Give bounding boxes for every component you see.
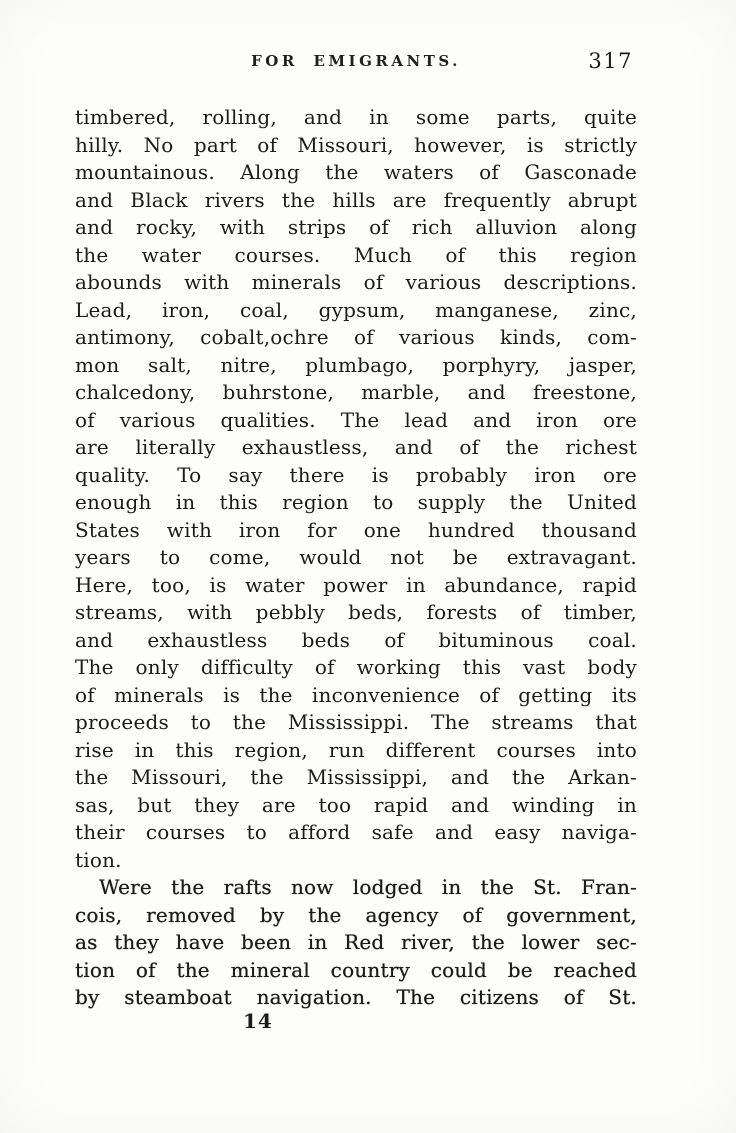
text-line: the water courses. Much of this region <box>75 242 637 267</box>
text-line: proceeds to the Mississippi. The streams that <box>75 710 637 734</box>
text-line: tion of the mineral country could be reached <box>75 957 637 982</box>
text-line: quality. To say there is probably iron ore <box>75 462 637 487</box>
text-line: Were the rafts now lodged in the St. Fran- <box>99 875 637 899</box>
text-line: hilly. No part of Missouri, however, is strictly <box>75 132 637 157</box>
text-line: enough in this region to supply the United <box>75 490 637 514</box>
text-line: by steamboat navigation. The citizens of St. <box>75 985 637 1009</box>
body-text <box>75 104 637 1012</box>
text-line: as they have been in Red river, the lower sec- <box>75 930 637 954</box>
running-head-title: FOR EMIGRANTS. <box>251 52 461 70</box>
text-line: The only difficulty of working this vast body <box>75 655 637 679</box>
text-line: of various qualities. The lead and iron ore <box>75 407 637 432</box>
text-line: mon salt, nitre, plumbago, porphyry, jasper, <box>75 352 637 377</box>
text-line: streams, with pebbly beds, forests of timber, <box>75 600 637 624</box>
text-line: are literally exhaustless, and of the richest <box>75 435 637 459</box>
text-line: abounds with minerals of various descriptions. <box>75 270 637 294</box>
text-line: years to come, would not be extravagant. <box>75 545 637 569</box>
text-line: Lead, iron, coal, gypsum, manganese, zinc, <box>75 297 637 322</box>
text-line: the Missouri, the Mississippi, and the Arkan- <box>75 765 637 789</box>
text-line: chalcedony, buhrstone, marble, and freestone, <box>75 380 637 404</box>
paragraph <box>75 874 637 1012</box>
text-line: tion. <box>75 847 122 872</box>
running-head <box>75 49 637 80</box>
paragraph <box>75 104 637 874</box>
text-line: and Black rivers the hills are frequently abrupt <box>75 187 637 212</box>
signature-mark: 14 <box>243 1009 273 1033</box>
text-line: Here, too, is water power in abundance, rapid <box>75 572 637 597</box>
page-number: 317 <box>588 49 633 73</box>
text-line: and exhaustless beds of bituminous coal. <box>75 627 637 652</box>
text-line: timbered, rolling, and in some parts, quite <box>75 105 637 129</box>
text-line: States with iron for one hundred thousand <box>75 517 637 542</box>
text-line: rise in this region, run different courses into <box>75 737 637 762</box>
text-line: their courses to afford safe and easy naviga- <box>75 820 637 844</box>
text-line: antimony, cobalt,ochre of various kinds, com- <box>75 325 637 349</box>
text-line: cois, removed by the agency of government, <box>75 902 637 927</box>
text-line: and rocky, with strips of rich alluvion along <box>75 215 637 239</box>
text-line: sas, but they are too rapid and winding in <box>75 792 637 817</box>
text-line: of minerals is the inconvenience of getting its <box>75 682 637 707</box>
text-line: mountainous. Along the waters of Gasconade <box>75 160 637 184</box>
